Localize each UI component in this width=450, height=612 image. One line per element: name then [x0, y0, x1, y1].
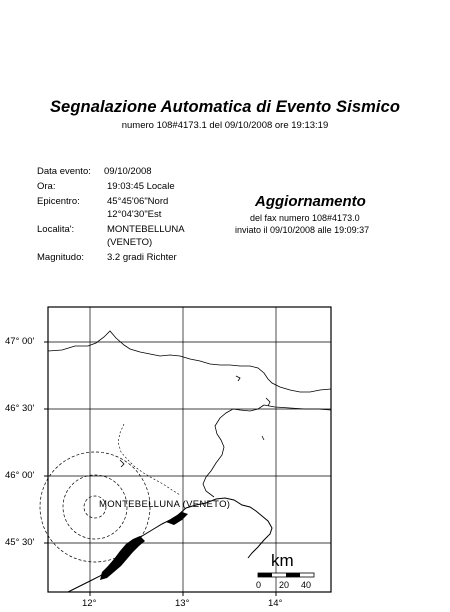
- lagoon-shading-2: [166, 512, 188, 525]
- time-label: Ora:: [37, 181, 56, 192]
- scale-label-20: 20: [279, 580, 290, 590]
- lat-tick-45-30: 45° 30': [5, 537, 35, 548]
- locality-name: MONTEBELLUNA: [107, 224, 185, 235]
- lon-tick-13: 13°: [175, 598, 190, 609]
- lat-tick-46-30: 46° 30': [5, 403, 35, 414]
- scale-bar: [258, 573, 314, 577]
- lat-tick-47-00: 47° 00': [5, 336, 35, 347]
- report-title: Segnalazione Automatica di Evento Sismico: [49, 98, 401, 116]
- graticule: [48, 307, 331, 592]
- minor-features: [120, 376, 270, 467]
- magnitude-value: 3.2 gradi Richter: [107, 252, 177, 263]
- time-value: 19:03:45 Locale: [107, 181, 175, 192]
- update-title: Aggiornamento: [255, 193, 366, 210]
- epicenter-lat: 45°45'06"Nord: [107, 196, 169, 207]
- lon-tick-12: 12°: [82, 598, 97, 609]
- magnitude-label: Magnitudo:: [37, 252, 85, 263]
- scale-label-0: 0: [256, 580, 262, 590]
- epicenter-label: Epicentro:: [37, 196, 80, 207]
- border-dashed-internal: [118, 424, 180, 495]
- lon-tick-14: 14°: [268, 598, 283, 609]
- coastline: [68, 498, 272, 592]
- lagoon-shading: [100, 536, 145, 580]
- scale-unit: km: [271, 551, 294, 570]
- update-line2: inviato il 09/10/2008 alle 19:09:37: [235, 225, 370, 235]
- tick-marks: [44, 342, 276, 596]
- date-value: 09/10/2008: [104, 166, 152, 177]
- report-subtitle: numero 108#4173.1 del 09/10/2008 ore 19:13:19: [121, 120, 329, 131]
- border-south-branch: [203, 405, 264, 497]
- epicenter-lon: 12°04'30"Est: [107, 209, 162, 220]
- update-line1: del fax numero 108#4173.0: [250, 213, 360, 223]
- locality-region: (VENETO): [107, 237, 153, 248]
- map-frame: [48, 307, 331, 592]
- national-border: [48, 331, 331, 392]
- lat-tick-46-00: 46° 00': [5, 470, 35, 481]
- date-label: Data evento:: [37, 166, 91, 177]
- scale-label-40: 40: [301, 580, 312, 590]
- place-label: MONTEBELLUNA (VENETO): [99, 499, 231, 510]
- locality-label: Localita':: [37, 224, 75, 235]
